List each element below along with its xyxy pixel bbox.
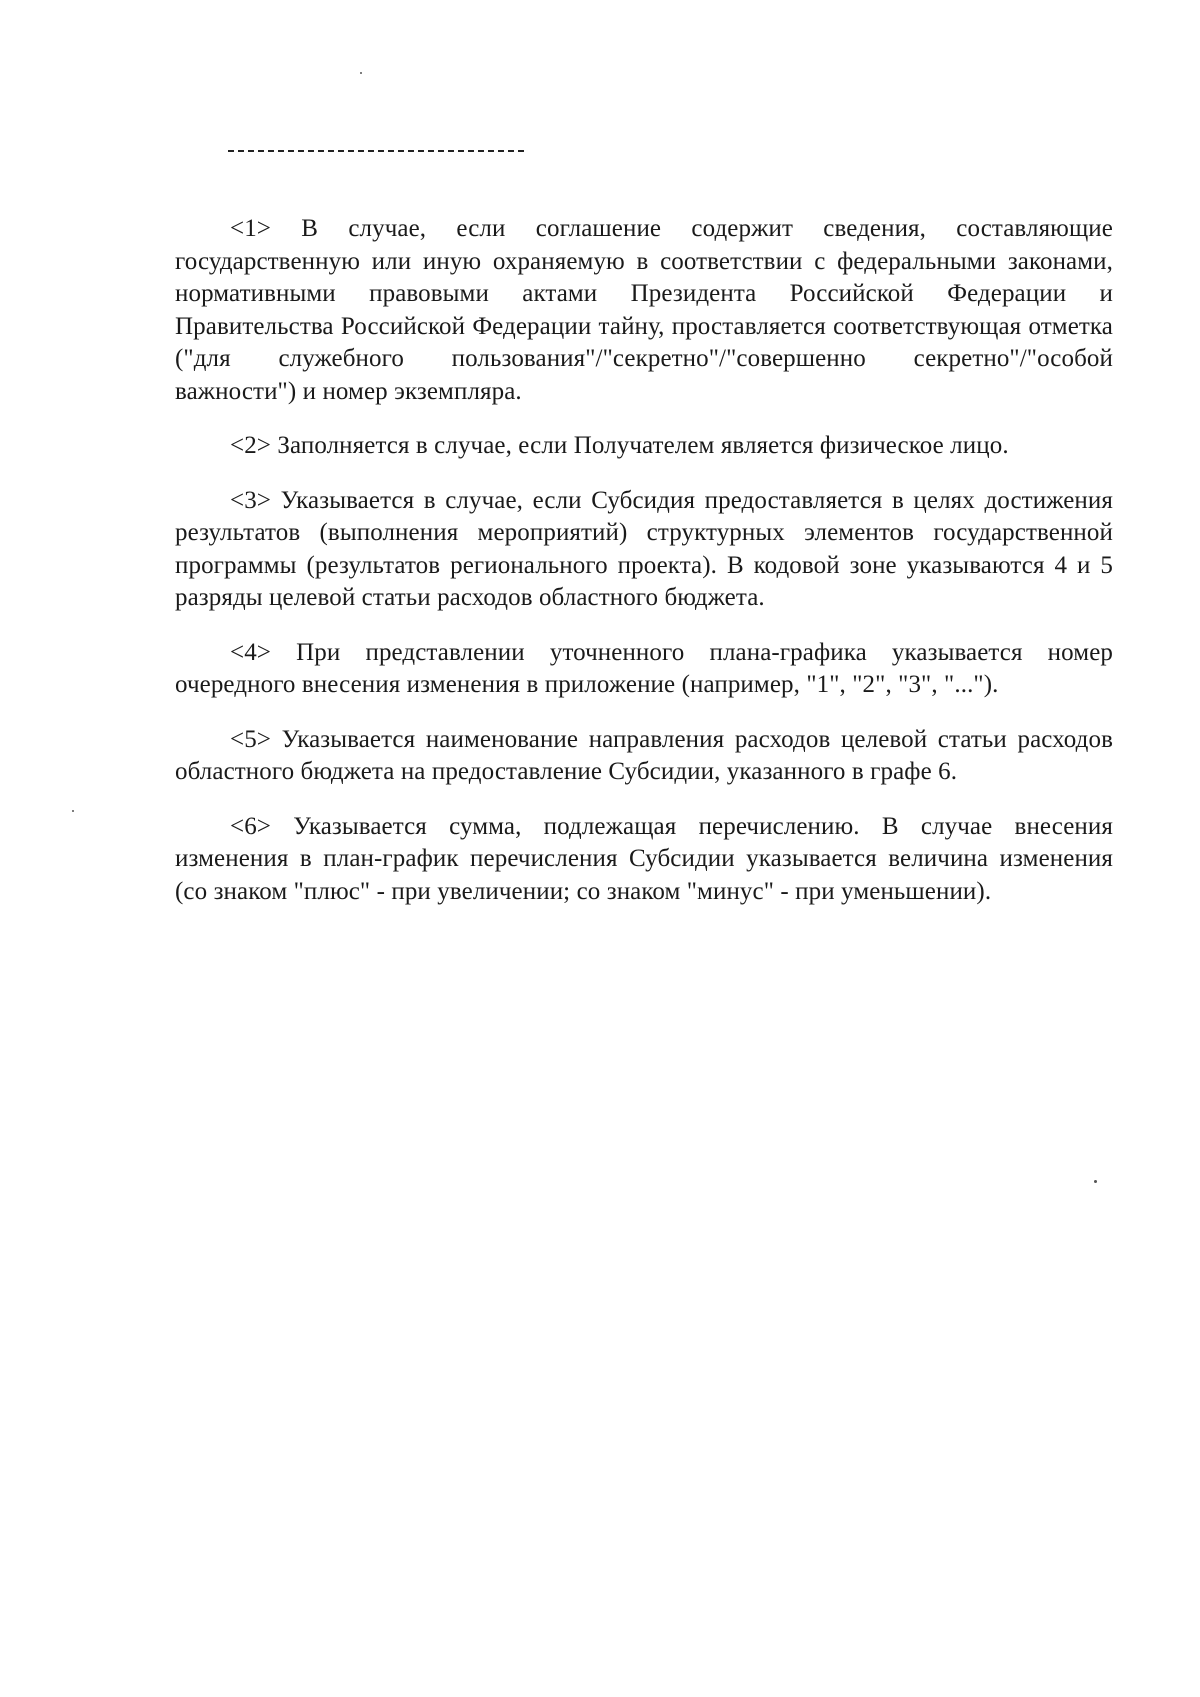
- footnote-3: [175, 485, 1113, 615]
- footnote-5: [175, 724, 1113, 789]
- footnote-1: [175, 213, 1113, 408]
- footnote-text: В случае, если соглашение содержит сведения, составляющие государственную или иную охраняемую в соответствии с федеральными законами, нормативными правовыми актами Президента Российской Федерации и Правительства Российской Федерации тайну, проставляется соответствующая отметка ("для служебного пользования"/"секретно"/"совершенно секретно"/"особой важности") и номер экземпляра.: [175, 215, 1113, 405]
- footnote-text: При представлении уточненного плана-графика указывается номер очередного внесения изменения в приложение (например, "1", "2", "3", "...").: [175, 638, 1113, 698]
- footnote-marker: <1>: [230, 215, 271, 242]
- footnote-text: Указывается наименование направления расходов целевой статьи расходов областного бюджета на предоставление Субсидии, указанного в графе 6.: [175, 725, 1113, 785]
- scan-speck: [1094, 1180, 1097, 1183]
- footnote-marker: <5>: [230, 725, 271, 753]
- scan-speck: [72, 810, 74, 812]
- footnote-text: Указывается сумма, подлежащая перечислению. В случае внесения изменения в план-график перечисления Субсидии указывается величина изменения (со знаком "плюс" - при увеличении; со знаком "минус" - при уменьшении).: [175, 812, 1113, 905]
- footnote-4: [175, 637, 1113, 702]
- footnote-marker: <6>: [230, 812, 271, 840]
- footnote-2: [175, 430, 1113, 463]
- footnotes-list: [175, 213, 1113, 930]
- scan-speck: [360, 72, 362, 74]
- footnote-marker: <3>: [230, 486, 271, 514]
- footnote-marker: <4>: [230, 638, 271, 666]
- footnote-separator: [228, 150, 524, 152]
- footnote-6: [175, 811, 1113, 909]
- footnote-text: Указывается в случае, если Субсидия предоставляется в целях достижения результатов (выполнения мероприятий) структурных элементов государственной программы (результатов регионального проекта). В кодовой зоне указываются 4 и 5 разряды целевой статьи расходов областного бюджета.: [175, 486, 1113, 611]
- footnote-marker: <2>: [230, 432, 271, 459]
- footnote-text: Заполняется в случае, если Получателем является физическое лицо.: [271, 432, 1009, 459]
